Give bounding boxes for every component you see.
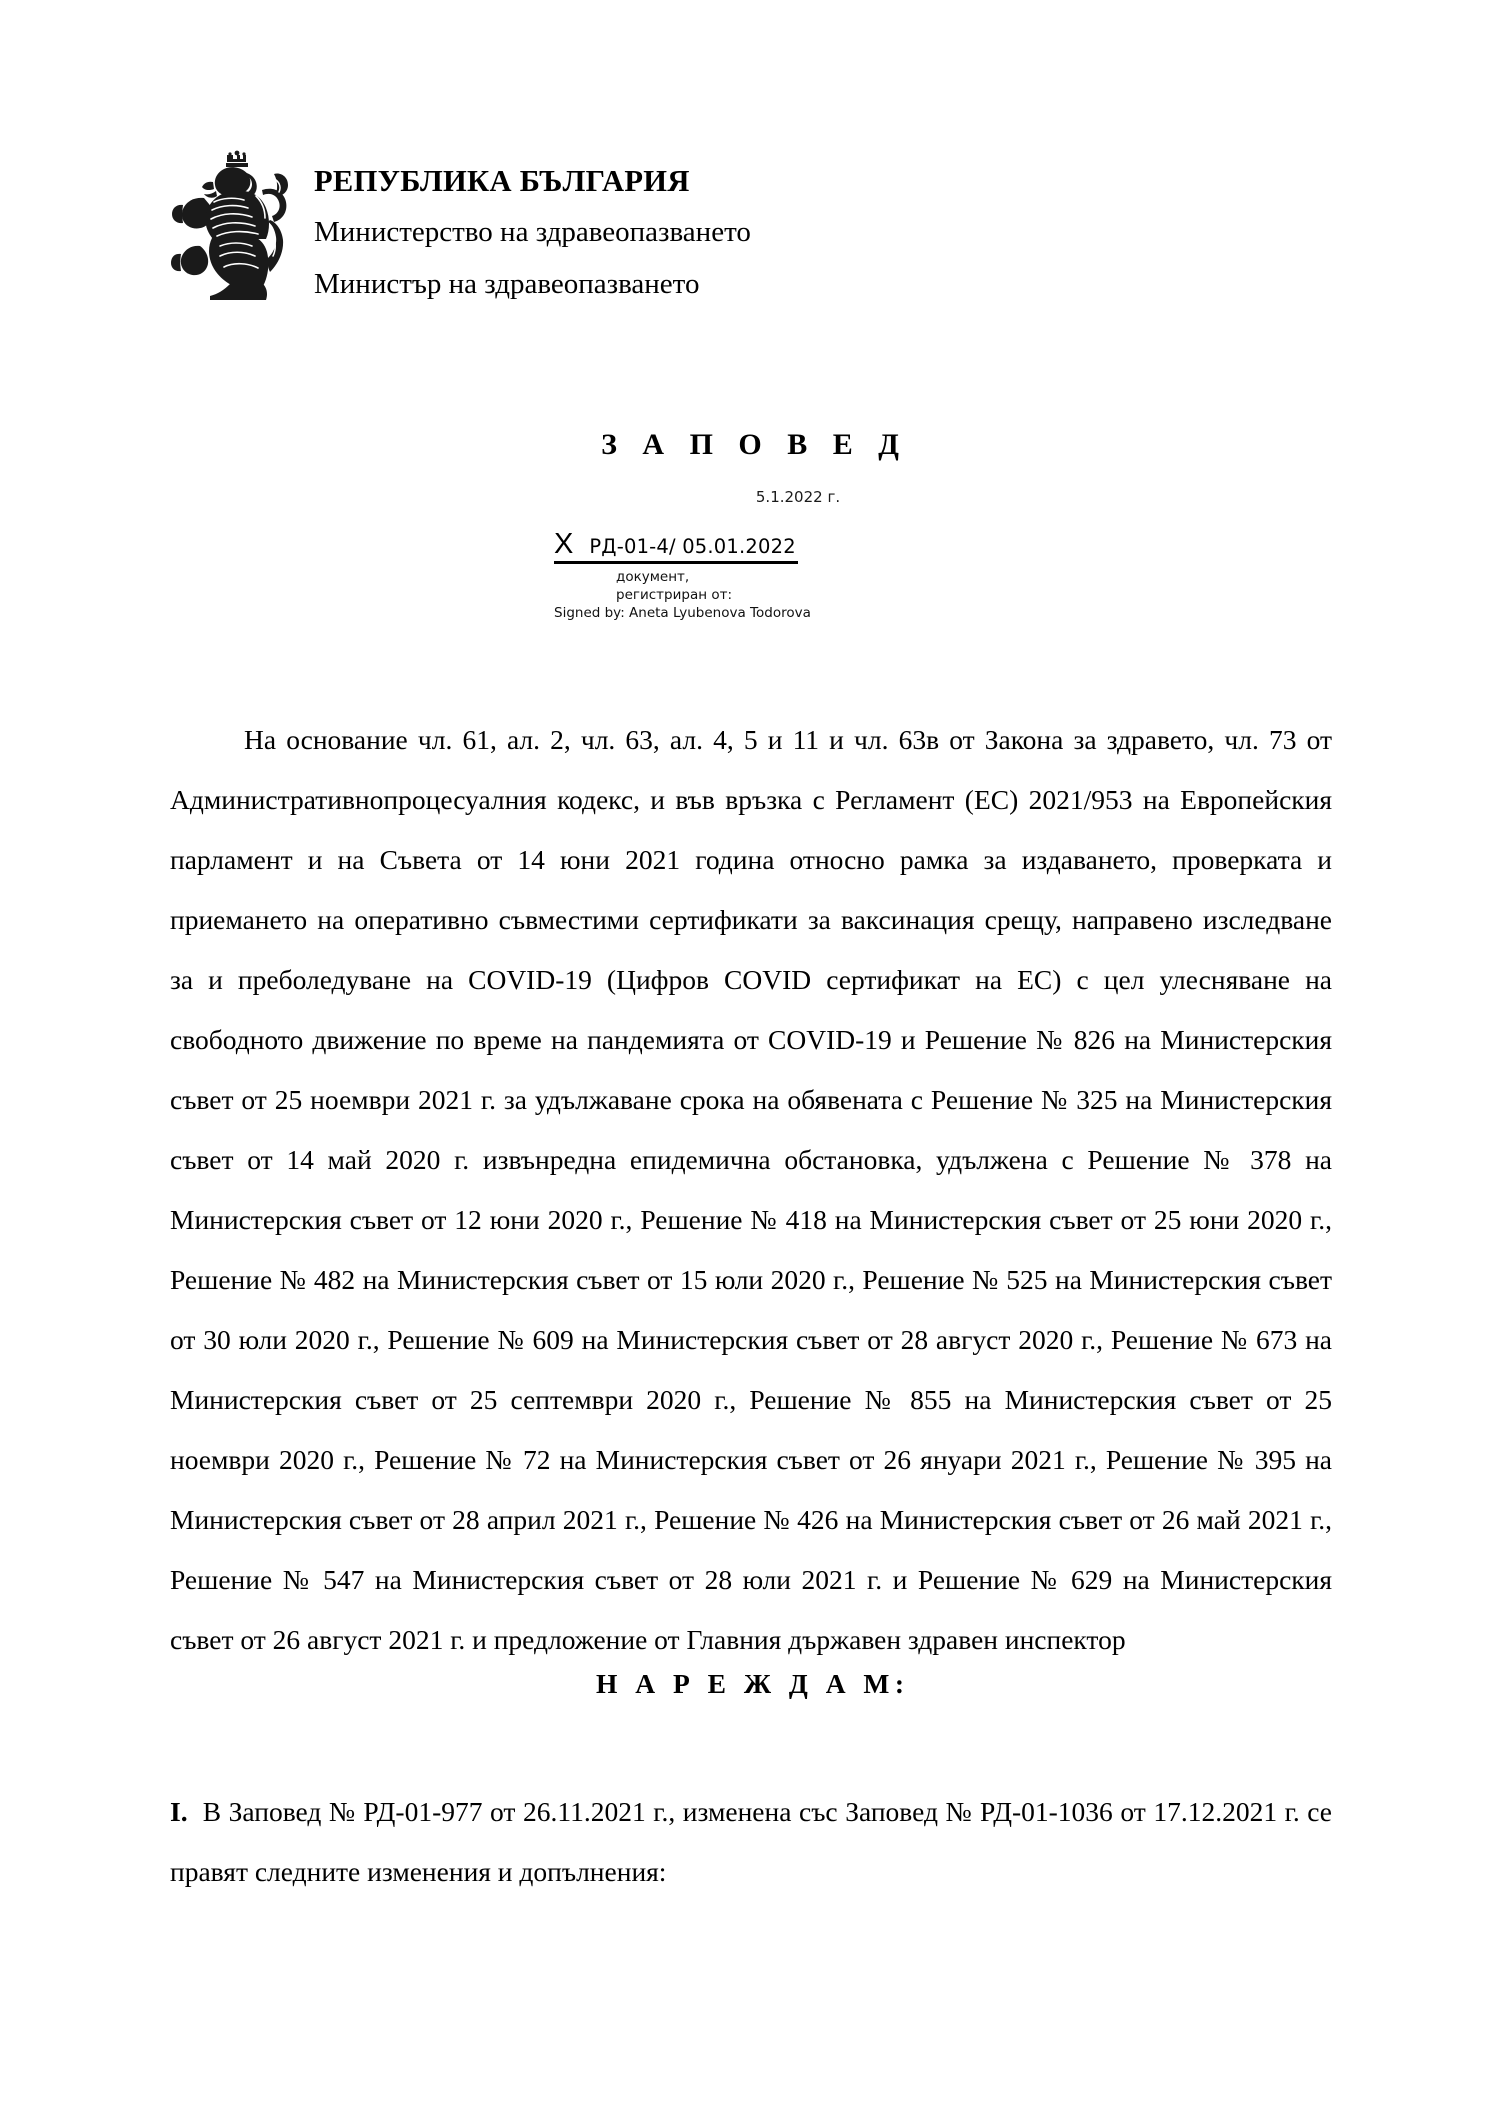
- letterhead-text: [314, 150, 751, 299]
- bulgarian-coat-of-arms-lion-icon: [170, 150, 288, 300]
- signature-caption: [540, 569, 960, 622]
- minister-title: Министър на здравеопазването: [314, 267, 700, 300]
- signature-caption-line-2: регистриран от:: [616, 586, 733, 603]
- signature-signer-name: Signed by: Aneta Lyubenova Todorova: [554, 604, 811, 621]
- document-title: З А П О В Е Д: [601, 428, 908, 461]
- clause-text: В Заповед № РД-01-977 от 26.11.2021 г., изменена със Заповед № РД-01-1036 от 17.12.2021 г. се правят следните изменения и допълнения:: [170, 1796, 1333, 1887]
- letterhead: [170, 150, 1330, 300]
- order-heading: Н А Р Е Ж Д А М:: [595, 1668, 910, 1699]
- document-body: [170, 710, 1332, 1670]
- country-name: РЕПУБЛИКА БЪЛГАРИЯ: [314, 164, 690, 198]
- signature-caption-line-1: документ,: [616, 569, 690, 585]
- preamble-paragraph: На основание чл. 61, ал. 2, чл. 63, ал. 4, 5 и 11 и чл. 63в от Закона за здравето, чл. 73 от Административнопроцесуалния кодекс, и във връзка с Регламент (ЕС) 2021/953 на Европейския парламент и на Съвета от 14 юни 2021 година относно рамка за издаването, проверката и приемането на оперативно съвместими сертификати за ваксинация срещу, направено изследване за и преболедуване на COVID-19 (Цифров COVID сертификат на ЕС) с цел улесняване на свободното движение по време на пандемията от COVID-19 и Решение № 826 на Министерския съвет от 25 ноември 2021 г. за удължаване срока на обявената с Решение № 325 на Министерския съвет от 14 май 2020 г. извънредна епидемична обстановка, удължена с Решение № 378 на Министерския съвет от 12 юни 2020 г., Решение № 418 на Министерския съвет от 25 юни 2020 г., Решение № 482 на Министерския съвет от 15 юли 2020 г., Решение № 525 на Министерския съвет от 30 юли 2020 г., Решение № 609 на Министерския съвет от 28 август 2020 г., Решение № 673 на Министерския съвет от 25 септември 2020 г., Решение № 855 на Министерския съвет от 25 ноември 2020 г., Решение № 72 на Министерския съвет от 26 януари 2021 г., Решение № 395 на Министерския съвет от 28 април 2021 г., Решение № 426 на Министерския съвет от 26 май 2021 г., Решение № 547 на Министерския съвет от 28 юли 2021 г. и Решение № 629 на Министерския съвет от 26 август 2021 г. и предложение от Главния държавен здравен инспектор: [170, 724, 1332, 1655]
- clause-item: [170, 1782, 1332, 1902]
- document-registration-number: РД-01-4/ 05.01.2022: [589, 535, 796, 558]
- signature-date: 5.1.2022 г.: [755, 488, 841, 506]
- digital-signature-block: [540, 488, 960, 622]
- signature-line-row: [540, 530, 960, 559]
- signature-x-mark: X: [554, 528, 574, 560]
- ministry-name: Министерство на здравеопазването: [314, 215, 751, 248]
- signature-rule: [554, 561, 798, 564]
- clause-number: I.: [170, 1796, 203, 1827]
